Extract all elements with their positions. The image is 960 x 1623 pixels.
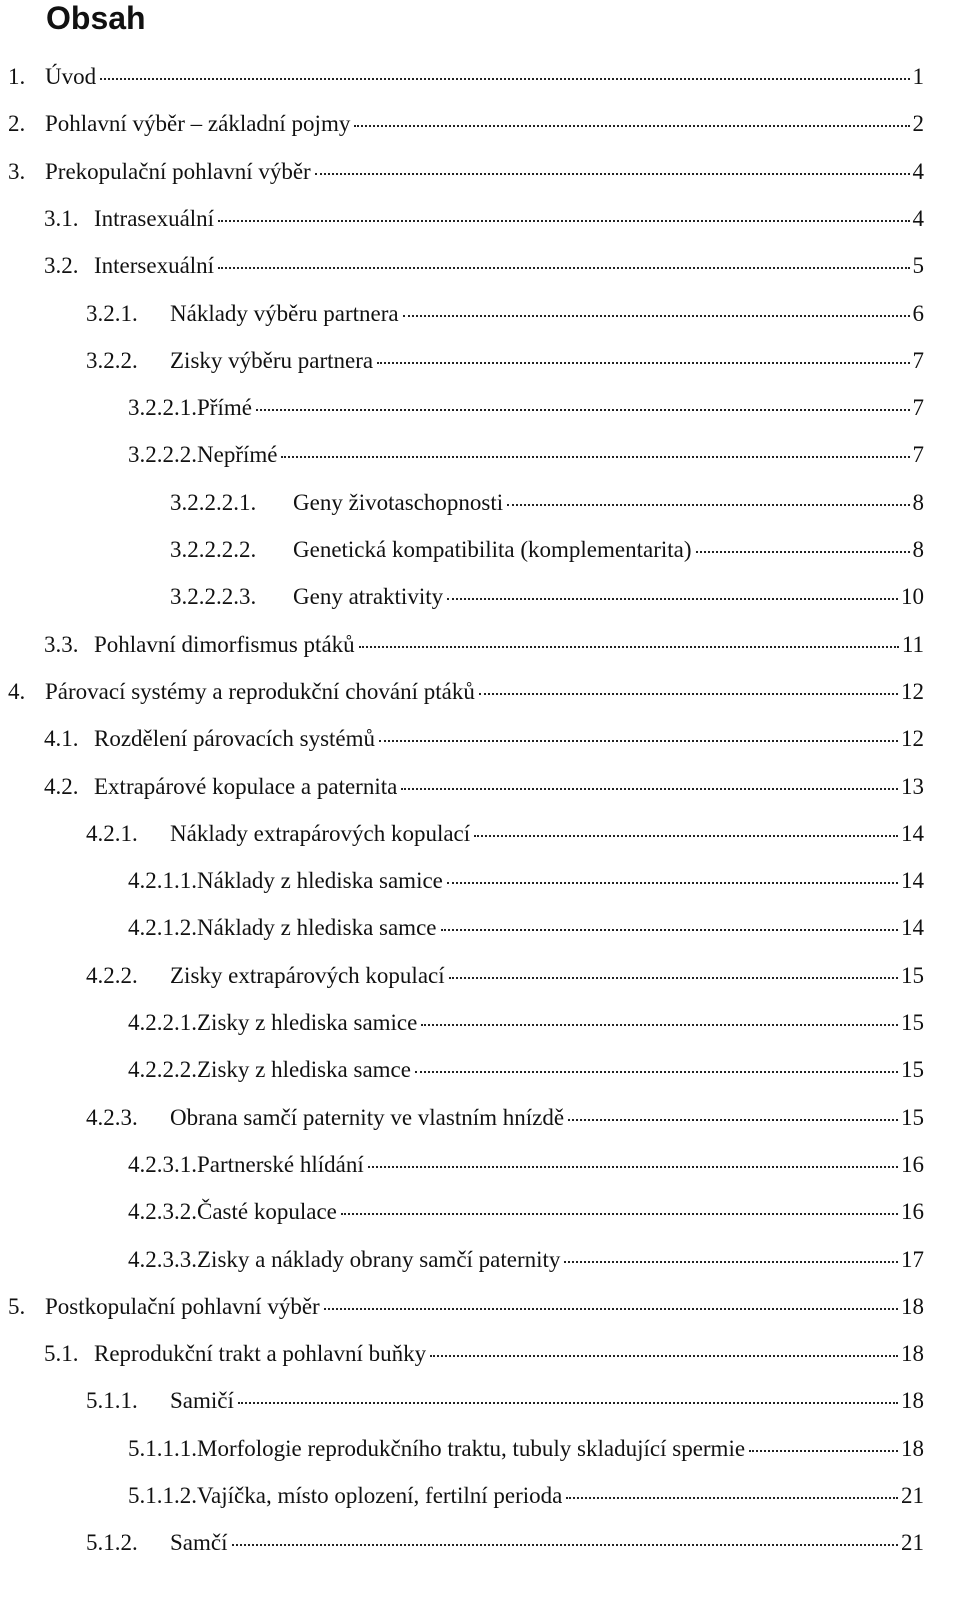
dot-leader xyxy=(232,1544,899,1546)
toc-entry-page: 16 xyxy=(901,1199,924,1225)
toc-entry-number: 5.1.2. xyxy=(86,1530,138,1556)
toc-entry[interactable] xyxy=(44,1337,924,1371)
toc-entry-number: 4.2.1. xyxy=(86,820,138,846)
toc-entry-label: Přímé xyxy=(197,395,252,421)
toc-entry-number: 3.2.2.1. xyxy=(128,395,197,421)
toc-entry-number: 3.2.2.2.3. xyxy=(170,584,257,610)
toc-entry-number: 3.2.2.2.1. xyxy=(170,489,257,515)
toc-entry-number: 4.2.2. xyxy=(86,962,138,988)
page-title: Obsah xyxy=(46,0,146,36)
toc-entry-page: 18 xyxy=(901,1293,924,1319)
toc-entry-label: Intrasexuální xyxy=(94,205,215,231)
toc-entry[interactable] xyxy=(128,1053,924,1087)
toc-entry[interactable] xyxy=(170,486,924,520)
toc-entry[interactable] xyxy=(8,107,924,141)
toc-entry-number: 3.2.2.2. xyxy=(128,442,197,468)
toc-entry-page: 15 xyxy=(901,1104,924,1130)
toc-entry-label: Náklady extrapárových kopulací xyxy=(170,820,471,846)
toc-entry-number: 3.3. xyxy=(44,631,79,657)
toc-entry[interactable] xyxy=(128,438,924,472)
dot-leader xyxy=(256,409,910,411)
toc-entry-page: 8 xyxy=(912,537,924,562)
toc-entry-page: 15 xyxy=(901,1010,924,1035)
toc-entry[interactable] xyxy=(128,1006,924,1040)
toc-entry-label: Genetická kompatibilita (komplementarita) xyxy=(293,537,692,562)
toc-entry-page: 11 xyxy=(901,631,924,657)
toc-entry-page: 7 xyxy=(912,442,924,468)
toc-entry-number: 5. xyxy=(8,1293,26,1319)
toc-entry-page: 7 xyxy=(912,347,924,373)
dot-leader xyxy=(359,646,899,648)
toc-entry-label: Geny životaschopnosti xyxy=(293,489,504,515)
dot-leader xyxy=(507,504,909,506)
toc-entry-page: 18 xyxy=(901,1341,924,1367)
toc-entry-label: Náklady výběru partnera xyxy=(170,300,399,326)
toc-entry-label: Obrana samčí paternity ve vlastním hnízdě xyxy=(170,1104,565,1130)
toc-entry-label: Pohlavní výběr – základní pojmy xyxy=(45,111,351,137)
toc-entry-page: 14 xyxy=(901,868,924,894)
toc-entry-page: 13 xyxy=(901,773,924,799)
toc-entry-number: 4.2.2.2. xyxy=(128,1057,197,1083)
toc-entry-page: 6 xyxy=(912,300,924,326)
toc-entry[interactable] xyxy=(128,1243,924,1277)
toc-entry-page: 2 xyxy=(912,111,924,137)
toc-entry[interactable] xyxy=(86,344,924,378)
toc-entry[interactable] xyxy=(128,1432,924,1466)
toc-entry-number: 5.1.1.2. xyxy=(128,1483,197,1508)
toc-entry-label: Postkopulační pohlavní výběr xyxy=(45,1293,320,1319)
toc-entry-label: Zisky výběru partnera xyxy=(170,347,374,373)
toc-entry-number: 4.2. xyxy=(44,773,79,799)
toc-entry-label: Nepřímé xyxy=(197,442,278,468)
toc-entry[interactable] xyxy=(8,675,924,709)
toc-entry-page: 7 xyxy=(912,395,924,421)
dot-leader xyxy=(379,740,898,742)
dot-leader xyxy=(100,78,909,80)
toc-entry-label: Zisky extrapárových kopulací xyxy=(170,962,445,988)
toc-entry[interactable] xyxy=(8,60,924,94)
dot-leader xyxy=(368,1166,898,1168)
dot-leader xyxy=(403,315,910,317)
toc-entry-label: Zisky z hlediska samce xyxy=(197,1057,411,1083)
toc-entry-label: Pohlavní dimorfismus ptáků xyxy=(94,631,355,657)
dot-leader xyxy=(479,693,898,695)
toc-entry[interactable] xyxy=(170,533,924,567)
toc-entry-label: Morfologie reprodukčního traktu, tubuly skladující spermie xyxy=(197,1435,746,1461)
toc-entry[interactable] xyxy=(128,1195,924,1229)
dot-leader xyxy=(315,173,910,175)
dot-leader xyxy=(281,456,909,458)
toc-entry-page: 14 xyxy=(901,820,924,846)
dot-leader xyxy=(449,977,898,979)
toc-entry-page: 18 xyxy=(901,1435,924,1461)
toc-entry[interactable] xyxy=(86,1101,924,1135)
toc-entry-label: Úvod xyxy=(45,64,97,89)
toc-entry[interactable] xyxy=(128,864,924,898)
dot-leader xyxy=(415,1071,898,1073)
dot-leader xyxy=(401,788,898,790)
toc-entry[interactable] xyxy=(86,1526,924,1560)
dot-leader xyxy=(696,551,910,553)
toc-entry-label: Náklady z hlediska samce xyxy=(197,915,437,941)
toc-entry[interactable] xyxy=(44,770,924,804)
toc-entry-page: 10 xyxy=(901,584,924,610)
toc-entry-number: 3.2.1. xyxy=(86,300,138,326)
dot-leader xyxy=(218,220,909,222)
dot-leader xyxy=(324,1308,898,1310)
dot-leader xyxy=(341,1213,898,1215)
toc-entry[interactable] xyxy=(128,391,924,425)
toc-entry-page: 14 xyxy=(901,915,924,941)
toc-entry-page: 15 xyxy=(901,1057,924,1083)
toc-entry[interactable] xyxy=(128,911,924,945)
toc-entry[interactable] xyxy=(44,628,924,662)
toc-entry[interactable] xyxy=(8,155,924,189)
toc-entry-label: Zisky z hlediska samice xyxy=(197,1010,418,1035)
toc-entry-label: Reprodukční trakt a pohlavní buňky xyxy=(94,1341,427,1367)
toc-entry-label: Intersexuální xyxy=(94,253,215,279)
toc-entry-number: 5.1. xyxy=(44,1341,79,1367)
toc-entry-page: 12 xyxy=(901,726,924,752)
toc-entry-number: 4.2.2.1. xyxy=(128,1010,197,1035)
toc-entry-page: 17 xyxy=(901,1246,924,1272)
toc-entry-number: 4.2.1.2. xyxy=(128,915,197,941)
toc-entry-label: Samčí xyxy=(170,1530,228,1556)
toc-entry[interactable] xyxy=(128,1479,924,1513)
toc-entry[interactable] xyxy=(44,722,924,756)
toc-entry-number: 4.2.3.3. xyxy=(128,1246,197,1272)
toc-entry-label: Časté kopulace xyxy=(197,1199,337,1225)
toc-entry[interactable] xyxy=(170,580,924,614)
toc-entry-number: 4.2.3.2. xyxy=(128,1199,197,1225)
toc-entry-number: 4. xyxy=(8,678,26,704)
toc-entry-number: 3.2.2. xyxy=(86,347,138,373)
toc-entry[interactable] xyxy=(128,1148,924,1182)
toc-entry-label: Rozdělení párovacích systémů xyxy=(94,726,376,752)
dot-leader xyxy=(377,362,909,364)
toc-entry[interactable] xyxy=(44,249,924,283)
toc-entry-number: 3.2.2.2.2. xyxy=(170,537,257,562)
toc-entry-page: 21 xyxy=(901,1530,924,1556)
toc-entry-label: Párovací systémy a reprodukční chování ptáků xyxy=(45,678,475,704)
toc-entry-page: 5 xyxy=(912,253,924,279)
toc-entry-label: Partnerské hlídání xyxy=(197,1151,364,1177)
dot-leader xyxy=(474,835,898,837)
toc-entry-label: Zisky a náklady obrany samčí paternity xyxy=(197,1246,561,1272)
toc-entry[interactable] xyxy=(86,817,924,851)
toc-entry-number: 4.1. xyxy=(44,726,79,752)
toc-entry-page: 4 xyxy=(912,158,924,184)
toc-entry-number: 3. xyxy=(8,158,26,184)
toc-entry[interactable] xyxy=(86,1384,924,1418)
toc-entry-page: 21 xyxy=(901,1483,924,1508)
dot-leader xyxy=(441,929,899,931)
toc-entry-number: 2. xyxy=(8,111,26,137)
toc-entry-page: 4 xyxy=(912,205,924,231)
toc-entry-number: 1. xyxy=(8,64,26,89)
dot-leader xyxy=(447,882,898,884)
toc-entry[interactable] xyxy=(86,297,924,331)
toc-entry-number: 5.1.1. xyxy=(86,1388,138,1414)
toc-entry-page: 16 xyxy=(901,1151,924,1177)
dot-leader xyxy=(749,1450,898,1452)
toc-entry[interactable] xyxy=(44,202,924,236)
toc-entry-page: 1 xyxy=(912,64,924,89)
toc-entry[interactable] xyxy=(86,959,924,993)
toc-entry-number: 4.2.3.1. xyxy=(128,1151,197,1177)
toc-entry-label: Geny atraktivity xyxy=(293,584,444,610)
dot-leader xyxy=(430,1355,898,1357)
toc-entry-label: Vajíčka, místo oplození, fertilní perioda xyxy=(197,1483,563,1508)
dot-leader xyxy=(447,598,898,600)
toc-entry[interactable] xyxy=(8,1290,924,1324)
dot-leader xyxy=(238,1402,898,1404)
toc-entry-number: 3.1. xyxy=(44,205,79,231)
toc-entry-page: 15 xyxy=(901,962,924,988)
toc-entry-label: Samičí xyxy=(170,1388,234,1414)
dot-leader xyxy=(564,1261,898,1263)
dot-leader xyxy=(218,267,909,269)
toc-entry-label: Prekopulační pohlavní výběr xyxy=(45,158,311,184)
toc-entry-label: Extrapárové kopulace a paternita xyxy=(94,773,398,799)
toc-entry-number: 3.2. xyxy=(44,253,79,279)
toc-entry-page: 12 xyxy=(901,678,924,704)
toc-entry-label: Náklady z hlediska samice xyxy=(197,868,443,894)
dot-leader xyxy=(568,1119,898,1121)
dot-leader xyxy=(354,125,909,127)
toc-entry-page: 18 xyxy=(901,1388,924,1414)
toc-entry-number: 4.2.3. xyxy=(86,1104,138,1130)
toc-entry-page: 8 xyxy=(912,489,924,515)
dot-leader xyxy=(421,1024,898,1026)
dot-leader xyxy=(566,1497,898,1499)
toc-entry-number: 4.2.1.1. xyxy=(128,868,197,894)
toc-entry-number: 5.1.1.1. xyxy=(128,1435,197,1461)
